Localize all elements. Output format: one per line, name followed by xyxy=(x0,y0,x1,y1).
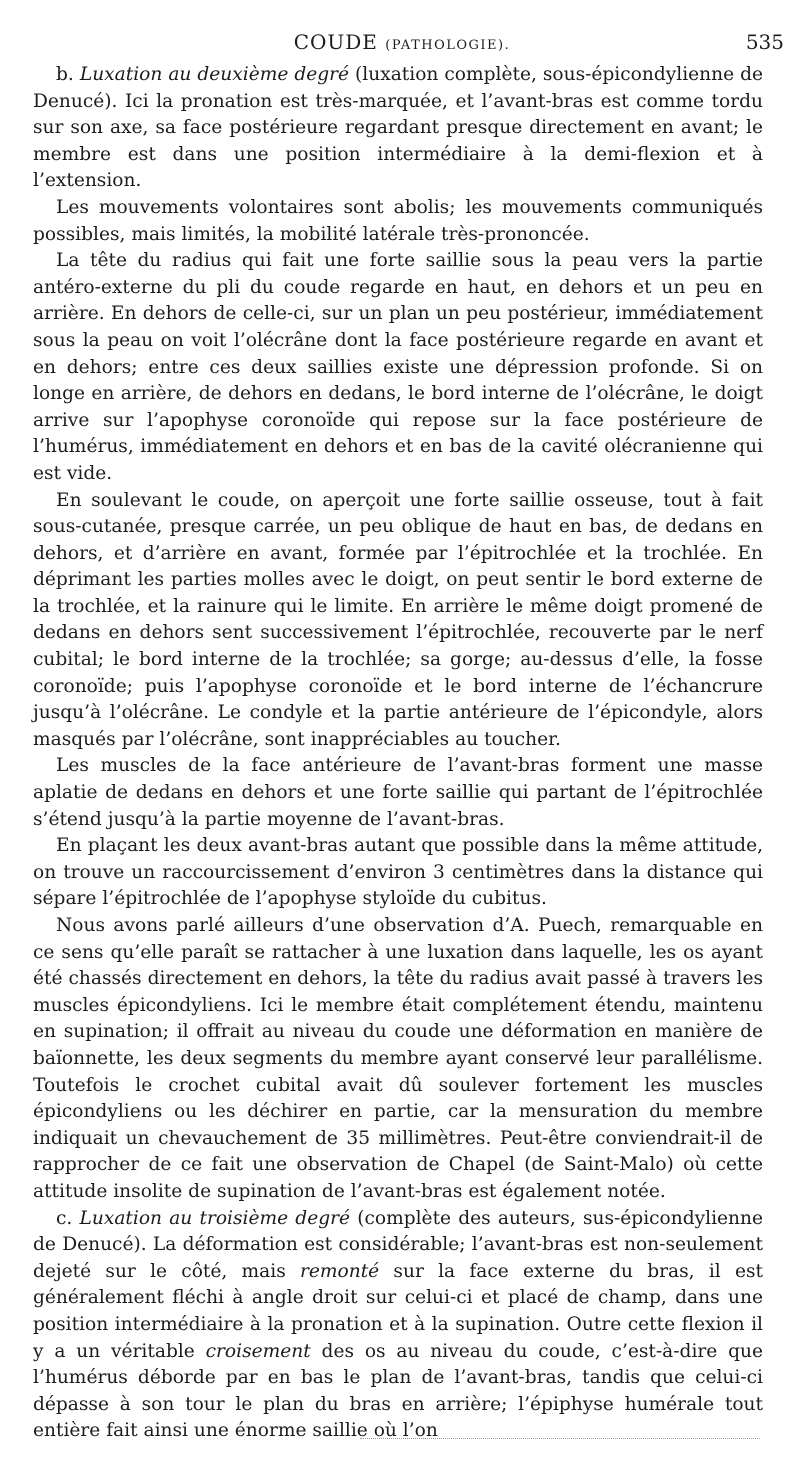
section-heading: Luxation au deuxième degré xyxy=(79,64,350,85)
bleed-through-marks xyxy=(360,1438,760,1439)
emphasis: remonté xyxy=(300,1260,380,1282)
running-title-sub: (PATHOLOGIE). xyxy=(385,38,511,53)
page-body xyxy=(33,62,763,1445)
paragraph: Les muscles de la face antérieure de l’avant-bras forment une masse aplatie de dedans en dehors et une forte saillie qui partant de l’épitrochlée s’étend jusqu’à la partie moyenne de l’avant-bras. xyxy=(33,755,763,830)
section-label: b. xyxy=(56,64,74,85)
paragraph-text: (complète des auteurs, sus-épicondylienne de Denucé). La déformation est considérable; l’avant-bras est non-seulement dejeté sur le côté, mais xyxy=(33,1207,763,1282)
paragraph: Les mouvements volontaires sont abolis; les mouvements communiqués possibles, mais limités, la mobilité latérale très-prononcée. xyxy=(33,196,763,245)
paragraph: Nous avons parlé ailleurs d’une observation d’A. Puech, remarquable en ce sens qu’elle paraît se rattacher à une luxation dans laquelle, les os ayant été chassés directement en dehors, la tête du radius avait passé à travers les muscles épicondyliens. Ici le membre était complétement étendu, maintenu en supination; il offrait au niveau du coude une déformation en manière de baïonnette, les deux segments du membre ayant conservé leur parallélisme. Toutefois le crochet cubital avait dû soulever fortement les muscles épicondyliens ou les déchirer en partie, car la mensuration du membre indiquait un chevauchement de 35 millimètres. Peut-être conviendrait-il de rapprocher de ce fait une observation de Chapel (de Saint-Malo) où cette attitude insolite de supination de l’avant-bras est également notée. xyxy=(33,915,763,1202)
paragraph-text: sur la face externe du bras, il est généralement fléchi à angle droit sur celui-ci et placé de champ, dans une position intermédiaire à la pronation et à la supination. Outre cette flexion il y a un véritable xyxy=(33,1260,763,1362)
paragraph: La tête du radius qui fait une forte saillie sous la peau vers la partie antéro-externe du pli du coude regarde en haut, en dehors et un peu en arrière. En dehors de celle-ci, sur un plan un peu postérieur, immédiatement sous la peau on voit l’olécrâne dont la face postérieure regarde en avant et en dehors; entre ces deux saillies existe une dépression profonde. Si on longe en arrière, de dehors en dedans, le bord interne de l’olécrâne, le doigt arrive sur l’apophyse coronoïde qui repose sur la face postérieure de l’humérus, immédiatement en dehors et en bas de la cavité olécranienne qui est vide. xyxy=(33,250,763,484)
paragraph-text: (luxation complète, sous-épicondylienne de Denucé). Ici la pronation est très-marquée, et l’avant-bras est comme tordu sur son axe, sa face postérieure regardant presque directement en avant; le membre est dans une position intermédiaire à la demi-flexion et à l’extension. xyxy=(33,64,763,192)
emphasis: croisement xyxy=(205,1340,311,1362)
paragraph: En plaçant les deux avant-bras autant que possible dans la même attitude, on trouve un raccourcissement d’environ 3 centimètres dans la distance qui sépare l’épitrochlée de l’apophyse styloïde du cubitus. xyxy=(33,835,763,910)
running-title xyxy=(20,30,784,54)
page-number: 535 xyxy=(745,30,784,54)
running-header xyxy=(20,30,784,56)
section-label: c. xyxy=(56,1207,73,1229)
section-heading: Luxation au troisième degré xyxy=(79,1207,351,1229)
paragraph-luxation-deuxieme-degre xyxy=(33,62,763,195)
paragraph-luxation-troisieme-degre xyxy=(33,1206,763,1445)
paragraph-text: des os au niveau du coude, c’est-à-dire que l’humérus déborde par en bas le plan de l’avant-bras, tandis que celui-ci dépasse à son tour le plan du bras en arrière; l’épiphyse humérale tout entière fait ainsi une énorme saillie où l’on xyxy=(33,1340,763,1442)
paragraph: En soulevant le coude, on aperçoit une forte saillie osseuse, tout à fait sous-cutanée, presque carrée, un peu oblique de haut en bas, de dedans en dehors, et d’arrière en avant, formée par l’épitrochlée et la trochlée. En déprimant les parties molles avec le doigt, on peut sentir le bord externe de la trochlée, et la rainure qui le limite. En arrière le même doigt promené de dedans en dehors sent successivement l’épitrochlée, recouverte par le nerf cubital; le bord interne de la trochlée; sa gorge; au-dessus d’elle, la fosse coronoïde; puis l’apophyse coronoïde et le bord interne de l’échancrure jusqu’à l’olécrâne. Le condyle et la partie antérieure de l’épicondyle, alors masqués par l’olécrâne, sont inappréciables au toucher. xyxy=(33,489,763,750)
running-title-main: COUDE xyxy=(293,30,378,54)
